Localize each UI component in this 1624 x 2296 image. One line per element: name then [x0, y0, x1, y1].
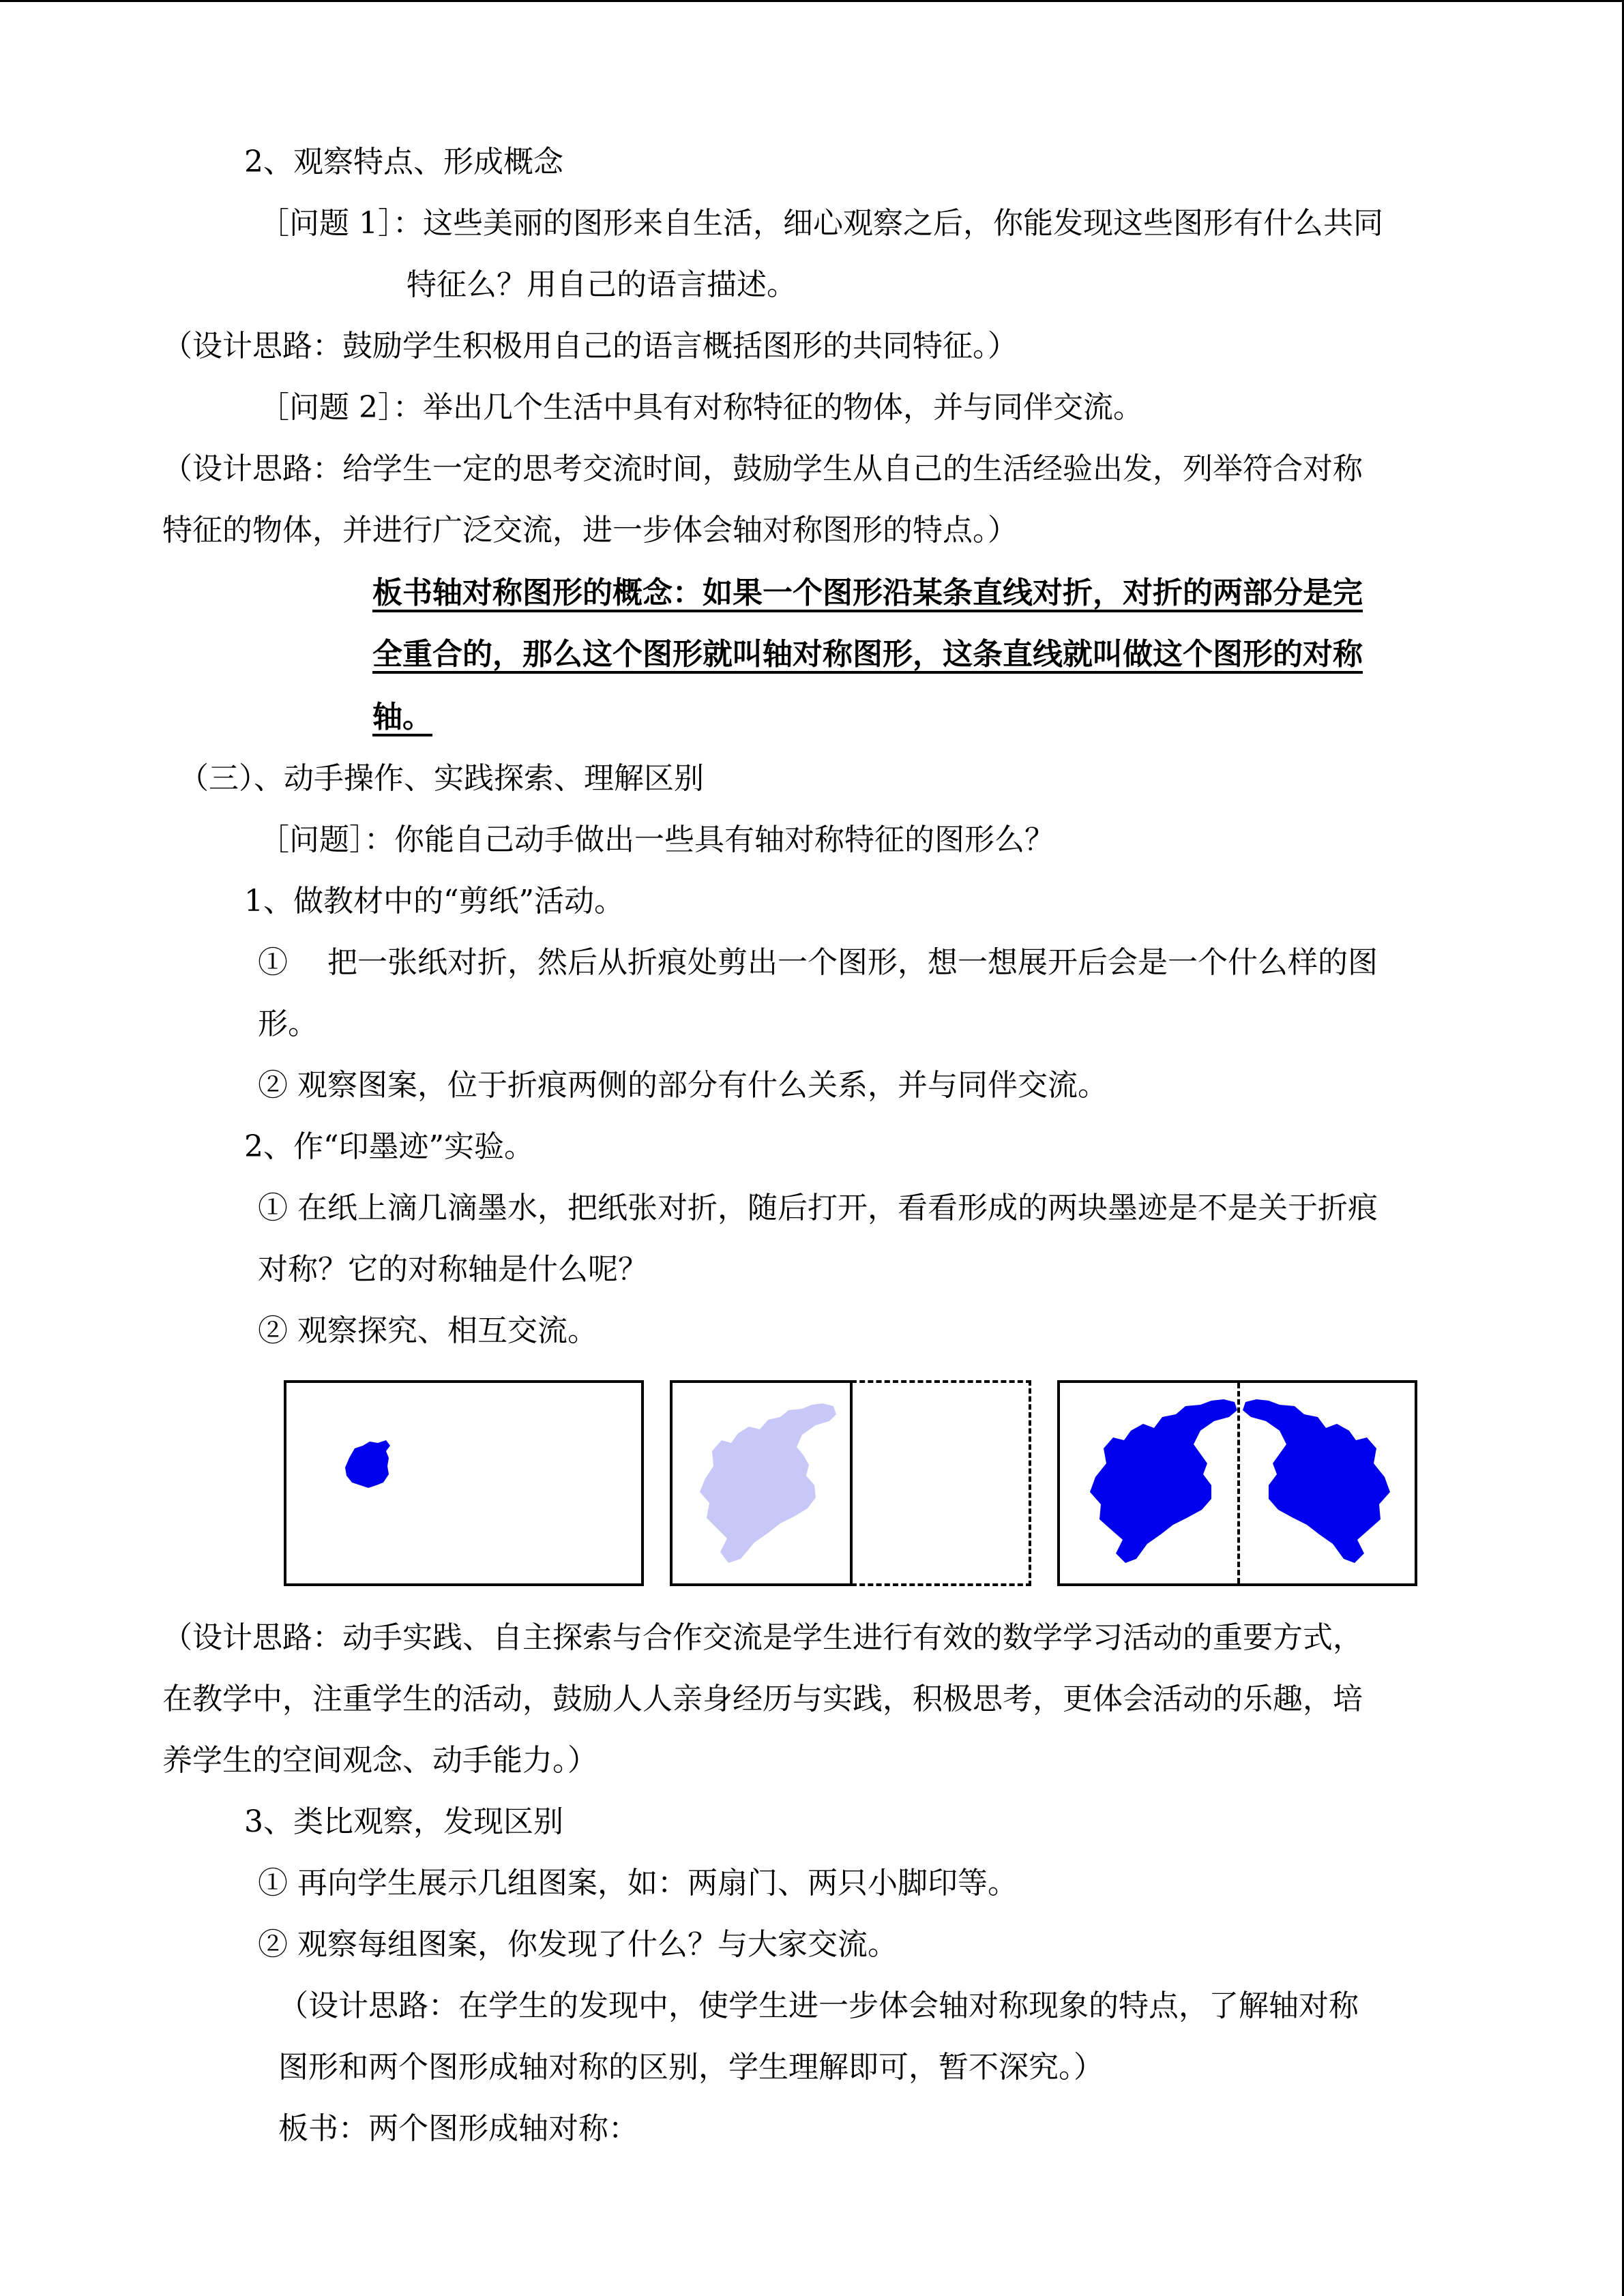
question-1-line-2: 特征么？用自己的语言描述。	[407, 267, 797, 302]
design-note-4-line-1: （设计思路：在学生的发现中，使学生进一步体会轴对称现象的特点，了解轴对称	[278, 1988, 1359, 2023]
ink-figure-panel-1	[284, 1380, 644, 1586]
ink-figure-panel-3	[1057, 1380, 1417, 1586]
ink-figure-panel-2	[670, 1380, 853, 1586]
activity-2-step-1-line-1: ① 在纸上滴几滴墨水，把纸张对折，随后打开，看看形成的两块墨迹是不是关于折痕	[258, 1191, 1378, 1225]
design-note-1: （设计思路：鼓励学生积极用自己的语言概括图形的共同特征。）	[162, 329, 1018, 363]
ink-blot-small	[286, 1383, 647, 1589]
ink-blot-right	[1243, 1399, 1390, 1563]
activity-2-step-2: ② 观察探究、相互交流。	[258, 1313, 597, 1348]
fold-crease-axis	[1237, 1383, 1240, 1583]
ink-blot-faded	[673, 1383, 855, 1589]
activity-2-heading: 2、作“印墨迹”实验。	[244, 1129, 534, 1164]
activity-1-step-1-line-1: ① 把一张纸对折，然后从折痕处剪出一个图形，想一想展开后会是一个什么样的图	[258, 945, 1378, 980]
ink-blot-left	[1090, 1399, 1237, 1563]
question-hands-on: ［问题］：你能自己动手做出一些具有轴对称特征的图形么？	[259, 822, 1054, 857]
concept-definition-line-1: 板书轴对称图形的概念：如果一个图形沿某条直线对折，对折的两部分是完	[372, 576, 1363, 610]
design-note-4-line-2: 图形和两个图形成轴对称的区别，学生理解即可，暂不深究。）	[278, 2050, 1104, 2085]
activity-3-step-2: ② 观察每组图案，你发现了什么？与大家交流。	[258, 1927, 898, 1962]
question-1-line-1: ［问题 1］：这些美丽的图形来自生活，细心观察之后，你能发现这些图形有什么共同	[259, 206, 1383, 241]
page-border-top	[0, 0, 1624, 2]
activity-2-step-1-line-2: 对称？它的对称轴是什么呢？	[258, 1252, 648, 1287]
concept-definition-line-2: 全重合的，那么这个图形就叫轴对称图形，这条直线就叫做这个图形的对称	[372, 637, 1363, 672]
concept-definition-line-3: 轴。	[372, 700, 432, 734]
question-2: ［问题 2］：举出几个生活中具有对称特征的物体，并与同伴交流。	[259, 390, 1143, 425]
design-note-3-line-3: 养学生的空间观念、动手能力。）	[162, 1743, 597, 1778]
board-note-two-figures: 板书：两个图形成轴对称：	[278, 2111, 638, 2146]
activity-1-step-1-line-2: 形。	[258, 1007, 318, 1041]
section-heading-observe: 2、观察特点、形成概念	[244, 145, 563, 179]
design-note-3-line-1: （设计思路：动手实践、自主探索与合作交流是学生进行有效的数学学习活动的重要方式，	[162, 1620, 1363, 1655]
folded-half-outline	[851, 1380, 1031, 1586]
activity-1-heading: 1、做教材中的“剪纸”活动。	[244, 884, 624, 919]
section-heading-hands-on: （三）、动手操作、实践探索、理解区别	[179, 761, 704, 796]
design-note-2-line-1: （设计思路：给学生一定的思考交流时间，鼓励学生从自己的生活经验出发，列举符合对称	[162, 451, 1363, 486]
ink-blot-symmetric	[1060, 1383, 1420, 1589]
design-note-3-line-2: 在教学中，注重学生的活动，鼓励人人亲身经历与实践，积极思考，更体会活动的乐趣，培	[162, 1682, 1363, 1716]
activity-3-heading: 3、类比观察，发现区别	[244, 1804, 563, 1839]
activity-3-step-1: ① 再向学生展示几组图案，如：两扇门、两只小脚印等。	[258, 1866, 1018, 1900]
activity-1-step-2: ② 观察图案，位于折痕两侧的部分有什么关系，并与同伴交流。	[258, 1068, 1108, 1103]
design-note-2-line-2: 特征的物体，并进行广泛交流，进一步体会轴对称图形的特点。）	[162, 513, 1018, 548]
